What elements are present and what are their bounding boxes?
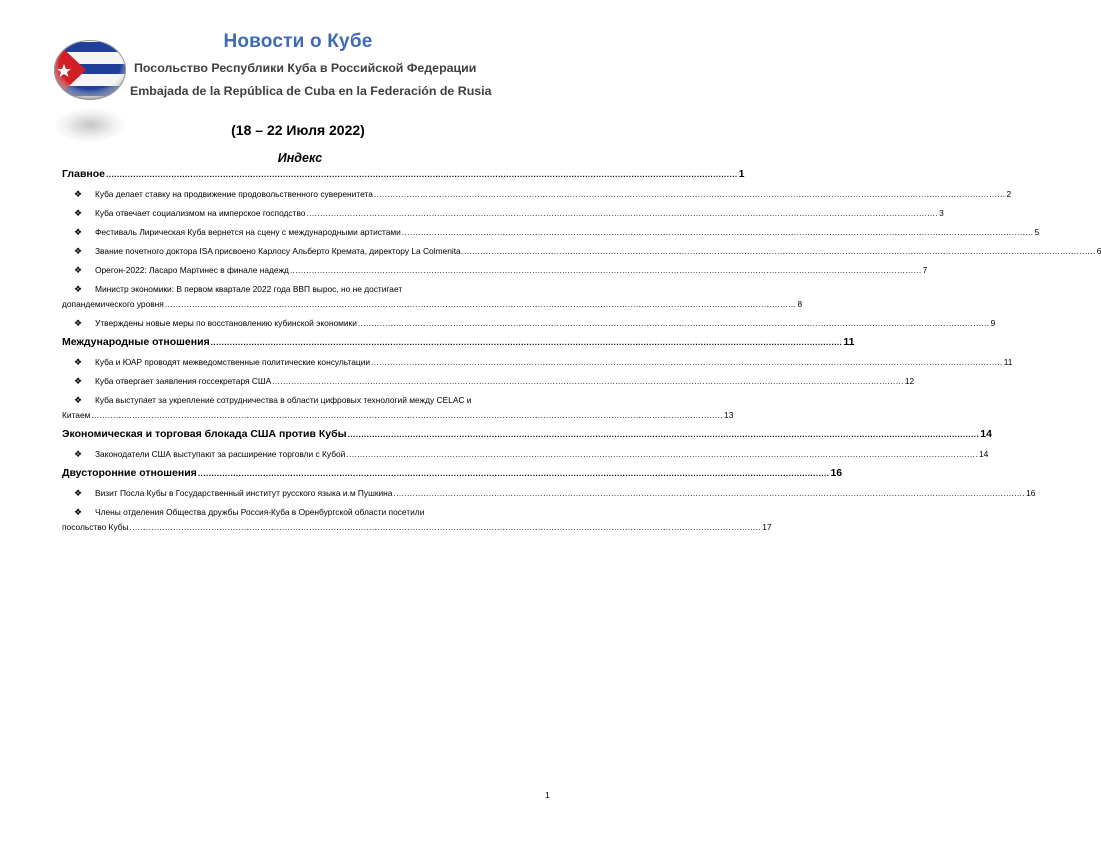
bullet-icon: ❖ xyxy=(74,318,83,328)
toc-entry[interactable] xyxy=(62,189,1012,200)
toc-entry[interactable] xyxy=(62,284,803,310)
toc-section-international[interactable] xyxy=(62,336,855,349)
bullet-icon: ❖ xyxy=(74,395,83,405)
toc-page-number: 2 xyxy=(1006,189,1012,199)
toc-page-number: 13 xyxy=(724,410,734,420)
bullet-icon: ❖ xyxy=(74,376,83,386)
toc-page-number: 14 xyxy=(979,449,989,459)
toc-page-number: 8 xyxy=(797,299,803,309)
bullet-icon: ❖ xyxy=(74,449,83,459)
toc-section-title: Главное xyxy=(62,168,105,180)
date-range: (18 – 22 Июля 2022) xyxy=(231,122,365,138)
index-heading: Индекс xyxy=(277,151,323,165)
toc-section-blockade[interactable] xyxy=(62,428,992,441)
toc-section-bilateral[interactable] xyxy=(62,467,843,480)
toc-section-main[interactable] xyxy=(62,168,745,181)
toc-entry-title: Утверждены новые меры по восстановлению кубинской экономики xyxy=(95,318,357,328)
toc-page-number: 5 xyxy=(1034,227,1040,237)
toc-entry[interactable] xyxy=(62,265,928,276)
toc-entry-title-cont: посольство Кубы xyxy=(62,522,129,532)
bullet-icon: ❖ xyxy=(74,488,83,498)
toc-entry[interactable] xyxy=(62,449,989,460)
toc-entry[interactable] xyxy=(62,488,1036,499)
toc-entry[interactable] xyxy=(62,357,1013,368)
embassy-name-ru: Посольство Республики Куба в Российской Федерации xyxy=(134,61,477,75)
toc-section-title: Двусторонние отношения xyxy=(62,467,197,479)
toc-entry-title: Звание почетного доктора ISA присвоено Карлосу Альберто Кремата, директору La Colmenita. xyxy=(95,246,464,256)
toc-entry[interactable] xyxy=(62,395,734,421)
toc-page-number: 16 xyxy=(830,467,843,479)
toc-page-number: 3 xyxy=(939,208,944,218)
toc-entry-title: Визит Посла Кубы в Государственный институт русского языка и.м Пушкина xyxy=(95,488,393,498)
toc-entry[interactable] xyxy=(62,507,772,533)
toc-entry-title-cont: Китаем xyxy=(62,410,91,420)
toc-entry[interactable] xyxy=(62,227,1040,238)
toc-section-title: Экономическая и торговая блокада США против Кубы xyxy=(62,428,347,440)
toc-entry[interactable] xyxy=(62,376,915,387)
toc-section-title: Международные отношения xyxy=(62,336,210,348)
toc-entry[interactable] xyxy=(62,318,996,329)
table-of-contents xyxy=(62,167,1101,533)
bullet-icon: ❖ xyxy=(74,189,83,199)
toc-entry-title: Министр экономики: В первом квартале 2022 года ВВП вырос, но не достигает xyxy=(95,284,403,294)
toc-entry-title: Куба делает ставку на продвижение продовольственного суверенитета xyxy=(95,189,373,199)
bullet-icon: ❖ xyxy=(74,284,83,294)
page-number: 1 xyxy=(545,790,550,800)
toc-entry[interactable] xyxy=(62,208,944,219)
toc-page-number: 11 xyxy=(1003,357,1013,367)
toc-page-number: 1 xyxy=(738,168,745,180)
bullet-icon: ❖ xyxy=(74,227,83,237)
toc-page-number: 16 xyxy=(1026,488,1036,498)
toc-entry-title: Члены отделения Общества дружбы Россия-Куба в Оренбургской области посетили xyxy=(95,507,425,517)
toc-page-number: 17 xyxy=(762,522,772,532)
toc-entry[interactable] xyxy=(62,246,1101,257)
toc-page-number: 9 xyxy=(990,318,996,328)
bulletin-title: Новости о Кубе xyxy=(223,31,373,52)
toc-entry-title: Законодатели США выступают за расширение торговли с Кубой xyxy=(95,449,346,459)
bullet-icon: ❖ xyxy=(74,246,83,256)
toc-entry-title: Куба выступает за укрепление сотрудничества в области цифровых технологий между CELAC и xyxy=(95,395,472,405)
toc-page-number: 12 xyxy=(904,376,915,386)
toc-entry-title: Куба отвергает заявления госсекретаря США xyxy=(95,376,272,386)
toc-entry-title: Орегон-2022: Ласаро Мартинес в финале надежд xyxy=(95,265,289,275)
toc-entry-title: Куба отвечает социализмом на имперское господство xyxy=(95,208,306,218)
bullet-icon: ❖ xyxy=(74,265,83,275)
toc-page-number: 11 xyxy=(843,336,855,348)
toc-page-number: 6 xyxy=(1096,246,1101,256)
embassy-name-es: Embajada de la República de Cuba en la Federación de Rusia xyxy=(130,84,492,98)
toc-entry-title: Куба и ЮАР проводят межведомственные политические консультации xyxy=(95,357,371,367)
toc-entry-title: Фестиваль Лирическая Куба вернется на сцену с международными артистами xyxy=(95,227,401,237)
toc-page-number: 7 xyxy=(922,265,928,275)
toc-page-number: 14 xyxy=(980,428,992,440)
bullet-icon: ❖ xyxy=(74,507,83,517)
bullet-icon: ❖ xyxy=(74,208,83,218)
toc-entry-title-cont: допандемического уровня xyxy=(62,299,164,309)
bullet-icon: ❖ xyxy=(74,357,83,367)
